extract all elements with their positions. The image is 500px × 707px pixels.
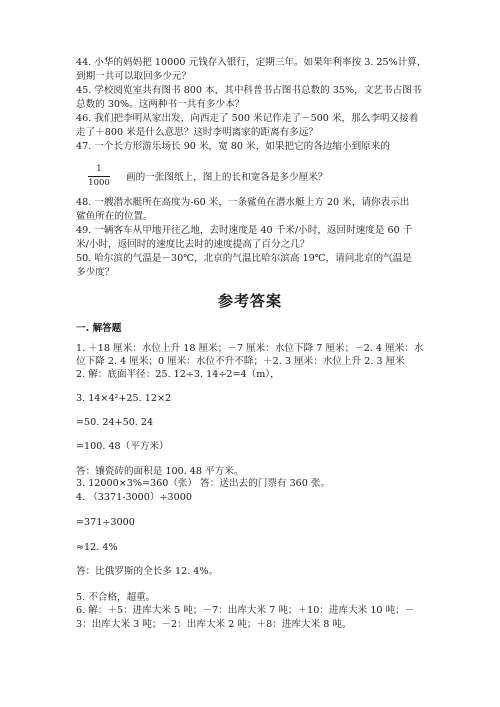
fraction-numerator: 1 (96, 164, 102, 174)
answer-line: 6. 解：＋5：进库大米 5 吨；－7：出库大米 7 吨；＋10：进库大米 10 吨；－ (76, 605, 415, 616)
problem-45-line-2: 总数的 30%。这两种书一共有多少本？ (76, 99, 245, 110)
problem-49-line-1: 49. 一辆客车从甲地开往乙地，去时速度是 40 千米/小时，返回时速度是 60 千 (76, 225, 413, 236)
problem-48-line-1: 48. 一艘潜水艇所在高度为-60 米，一条鲨鱼在潜水艇上方 20 米，请你表示出 (76, 197, 410, 208)
answer-line: =371÷3000 (76, 517, 135, 528)
answer-line: 3. 14×4²+25. 12×2 (76, 393, 172, 404)
answer-line: ≈12. 4% (76, 542, 118, 553)
fraction-denominator: 1000 (88, 178, 110, 188)
answer-line: 4. （3371-3000）÷3000 (76, 492, 192, 503)
problem-46-line-2: 走了＋800 米是什么意思？这时李明离家的距离有多远？ (76, 127, 319, 138)
problem-48-line-2: 鲨鱼所在的位置。 (76, 211, 153, 222)
problem-47-line-2: 画的一张图纸上，图上的长和宽各是多少厘米？ (126, 172, 328, 183)
answer-key-title: 参考答案 (217, 292, 282, 310)
answer-line: 答：比俄罗斯的全长多 12. 4%。 (76, 566, 219, 577)
problem-49-line-2: 米/小时，返回时的速度比去时的速度提高了百分之几？ (76, 239, 310, 250)
answer-line: 1. ＋18 厘米：水位上升 18 厘米；－7 厘米：水位下降 7 厘米；－2. 4 厘米：水 (76, 343, 424, 354)
answer-line: 位下降 2. 4 厘米；0 厘米：水位不升不降；＋2. 3 厘米：水位上升 2. 3 厘米 (76, 356, 405, 367)
scale-fraction (88, 164, 110, 189)
answer-line: =50. 24+50. 24 (76, 417, 154, 428)
problem-50-line-2: 多少度？ (76, 267, 115, 278)
problem-47-line-1: 47. 一个长方形游乐场长 90 米，宽 80 米，如果把它的各边缩小到原来的 (76, 141, 390, 152)
section-heading: 一. 解答题 (76, 323, 122, 334)
fraction-bar (88, 176, 110, 177)
answer-line: 5. 不合格，超重。 (76, 592, 156, 603)
answer-line: 3. 12000×3%=360（张） 答：送出去的门票有 360 张。 (76, 478, 331, 489)
answer-line: =100. 48（平方米） (76, 441, 169, 452)
problem-45-line-1: 45. 学校阅览室共有图书 800 本，其中科普书占图书总数的 35%，文艺书占图书 (76, 85, 422, 96)
problem-44-line-1: 44. 小华的妈妈把 10000 元钱存入银行，定期三年。如果年利率按 3. 25%计算， (76, 57, 427, 68)
answer-line: 3：出库大米 3 吨；－2：出库大米 2 吨；＋8：进库大米 8 吨。 (76, 619, 352, 630)
answer-line: 2. 解：底面半径：25. 12÷3. 14÷2=4（m）， (76, 369, 280, 380)
problem-44-line-2: 到期一共可以取回多少元？ (76, 71, 192, 82)
problem-50-line-1: 50. 哈尔滨的气温是－30℃，北京的气温比哈尔滨高 19℃，请问北京的气温是 (76, 253, 412, 264)
problem-46-line-1: 46. 我们把李明从家出发，向西走了 500 米记作走了－500 米，那么李明又接着 (76, 113, 419, 124)
answer-line: 答：镶瓷砖的面积是 100. 48 平方米。 (76, 466, 244, 477)
